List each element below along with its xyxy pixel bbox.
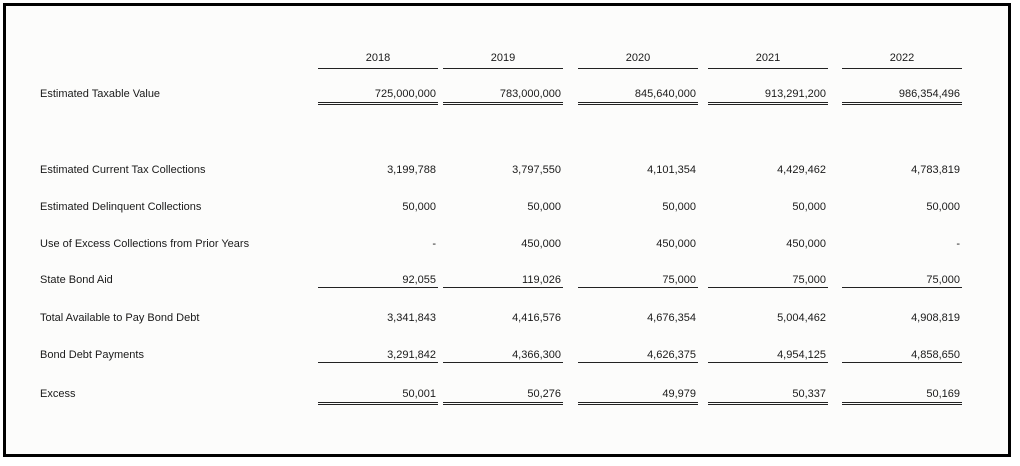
cell-payments-2022: 4,858,650	[842, 347, 962, 363]
cell-taxable-value-2021: 913,291,200	[708, 86, 828, 105]
cell-excess-2019: 50,276	[443, 386, 563, 405]
cell-current-tax-2022: 4,783,819	[911, 164, 960, 176]
cell-delinquent-2020: 50,000	[662, 201, 696, 213]
cell-current-tax-2019: 3,797,550	[512, 164, 561, 176]
cell-payments-2021: 4,954,125	[708, 347, 828, 363]
document-frame	[3, 3, 1011, 457]
cell-current-tax-2021: 4,429,462	[777, 164, 826, 176]
cell-excess-prior-2019: 450,000	[521, 238, 561, 250]
cell-delinquent-2021: 50,000	[792, 201, 826, 213]
row-label-excess: Excess	[40, 388, 76, 400]
cell-payments-2019: 4,366,300	[443, 347, 563, 363]
cell-total-available-2021: 5,004,462	[777, 312, 826, 324]
year-header-2021: 2021	[708, 52, 828, 69]
cell-taxable-value-2020: 845,640,000	[578, 86, 698, 105]
bond-debt-table	[6, 6, 1008, 454]
cell-total-available-2020: 4,676,354	[647, 312, 696, 324]
row-label-bond-debt-payments: Bond Debt Payments	[40, 349, 144, 361]
cell-delinquent-2022: 50,000	[926, 201, 960, 213]
cell-state-aid-2018: 92,055	[318, 272, 438, 288]
cell-state-aid-2020: 75,000	[578, 272, 698, 288]
cell-excess-prior-2020: 450,000	[656, 238, 696, 250]
row-label-excess-prior-years: Use of Excess Collections from Prior Years	[40, 238, 250, 250]
cell-total-available-2019: 4,416,576	[512, 312, 561, 324]
row-label-total-available: Total Available to Pay Bond Debt	[40, 312, 200, 324]
cell-payments-2018: 3,291,842	[318, 347, 438, 363]
row-label-delinquent-collections: Estimated Delinquent Collections	[40, 201, 202, 213]
cell-excess-2018: 50,001	[318, 386, 438, 405]
cell-excess-prior-2021: 450,000	[786, 238, 826, 250]
cell-state-aid-2021: 75,000	[708, 272, 828, 288]
cell-total-available-2018: 3,341,843	[387, 312, 436, 324]
cell-excess-2022: 50,169	[842, 386, 962, 405]
cell-total-available-2022: 4,908,819	[911, 312, 960, 324]
cell-taxable-value-2019: 783,000,000	[443, 86, 563, 105]
cell-current-tax-2020: 4,101,354	[647, 164, 696, 176]
cell-delinquent-2018: 50,000	[402, 201, 436, 213]
cell-excess-2020: 49,979	[578, 386, 698, 405]
cell-delinquent-2019: 50,000	[527, 201, 561, 213]
cell-excess-prior-2022: -	[956, 238, 960, 250]
year-header-2019: 2019	[443, 52, 563, 69]
year-header-2022: 2022	[842, 52, 962, 69]
cell-state-aid-2022: 75,000	[842, 272, 962, 288]
cell-state-aid-2019: 119,026	[443, 272, 563, 288]
cell-taxable-value-2022: 986,354,496	[842, 86, 962, 105]
cell-taxable-value-2018: 725,000,000	[318, 86, 438, 105]
cell-excess-prior-2018: -	[432, 238, 436, 250]
cell-current-tax-2018: 3,199,788	[387, 164, 436, 176]
year-header-2020: 2020	[578, 52, 698, 69]
year-header-2018: 2018	[318, 52, 438, 69]
row-label-state-bond-aid: State Bond Aid	[40, 274, 113, 286]
row-label-current-tax-collections: Estimated Current Tax Collections	[40, 164, 206, 176]
cell-payments-2020: 4,626,375	[578, 347, 698, 363]
row-label-taxable-value: Estimated Taxable Value	[40, 88, 161, 100]
cell-excess-2021: 50,337	[708, 386, 828, 405]
